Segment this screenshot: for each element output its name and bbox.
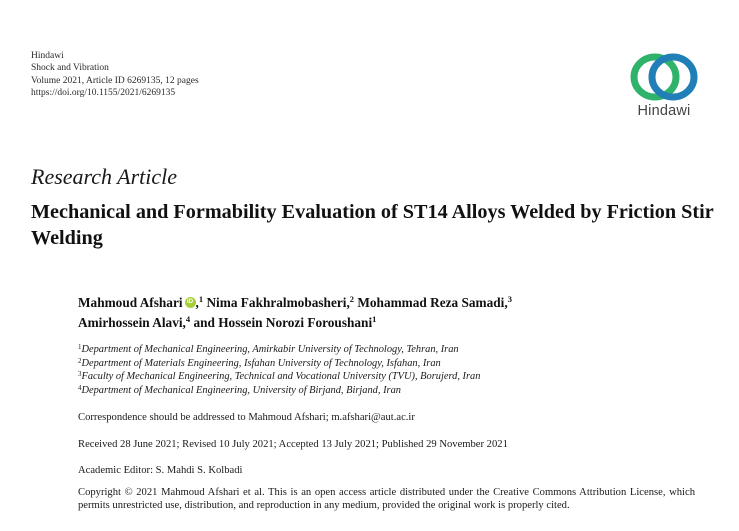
affiliation-number: 2 bbox=[78, 356, 82, 365]
author-affiliation-number: 2 bbox=[349, 294, 355, 304]
orcid-icon[interactable]: iD bbox=[185, 297, 196, 308]
hindawi-logo-icon bbox=[628, 52, 700, 102]
affiliation-text: Faculty of Mechanical Engineering, Technical and Vocational University (TVU), Borujerd, Iran bbox=[81, 371, 481, 382]
copyright-notice: Copyright © 2021 Mahmoud Afshari et al. This is an open access article distributed under the Creative Commons Attribution License, which permits unrestricted use, distribution, and reproduction in any medium, provided the original work is properly cited. bbox=[78, 487, 695, 511]
author-affiliation-number: 1 bbox=[198, 294, 204, 304]
affiliation-number: 3 bbox=[78, 370, 82, 378]
affiliation-number: 4 bbox=[78, 383, 82, 392]
author-name[interactable]: Mohammad Reza Samadi bbox=[357, 295, 505, 310]
doi-link[interactable]: https://doi.org/10.1155/2021/6269135 bbox=[31, 87, 176, 98]
affiliation-text: Department of Mechanical Engineering, University of Birjand, Birjand, Iran bbox=[81, 384, 401, 396]
volume-info: Volume 2021, Article ID 6269135, 12 pages bbox=[31, 75, 199, 86]
correspondence: Correspondence should be addressed to Mahmoud Afshari; m.afshari@aut.ac.ir bbox=[78, 412, 415, 423]
author-name[interactable]: Mahmoud Afshari bbox=[78, 295, 183, 310]
affiliation-list bbox=[78, 343, 480, 397]
affiliation-item bbox=[78, 357, 480, 371]
journal-meta bbox=[31, 50, 199, 99]
author-name[interactable]: Amirhossein Alavi bbox=[78, 315, 183, 330]
author-name[interactable]: Nima Fakhralmobasheri bbox=[206, 295, 347, 310]
hindawi-logo bbox=[628, 52, 700, 122]
publication-dates: Received 28 June 2021; Revised 10 July 2021; Accepted 13 July 2021; Published 29 November 2021 bbox=[78, 439, 508, 450]
author-name[interactable]: Hossein Norozi Foroushani bbox=[218, 315, 373, 330]
article-type: Research Article bbox=[31, 164, 178, 189]
author-affiliation-number: 4 bbox=[185, 314, 191, 324]
academic-editor: Academic Editor: S. Mahdi S. Kolbadi bbox=[78, 465, 243, 476]
author-affiliation-number: 1 bbox=[372, 314, 377, 324]
logo-text: Hindawi bbox=[637, 103, 691, 119]
affiliation-item bbox=[78, 370, 480, 384]
affiliation-number: 1 bbox=[78, 343, 82, 351]
affiliation-text: Department of Materials Engineering, Isfahan University of Technology, Isfahan, Iran bbox=[81, 357, 441, 369]
publisher-name: Hindawi bbox=[31, 51, 64, 61]
article-title: Mechanical and Formability Evaluation of ST14 Alloys Welded by Friction Stir Welding bbox=[31, 201, 714, 249]
author-affiliation-number: 3 bbox=[507, 294, 512, 304]
affiliation-text: Department of Mechanical Engineering, Amirkabir University of Technology, Tehran, Iran bbox=[81, 344, 459, 355]
journal-name: Shock and Vibration bbox=[31, 63, 109, 74]
author-list: Mahmoud Afshari iD ,$^1$ Nima Fakhralmobasheri,$^2$ Mohammad Reza Samadi,$^3$ Amirhossein Alavi,$^4$ and Hossein Norozi Foroushani$^1$ bbox=[78, 294, 512, 330]
affiliation-item bbox=[78, 343, 480, 357]
affiliation-item bbox=[78, 384, 480, 398]
